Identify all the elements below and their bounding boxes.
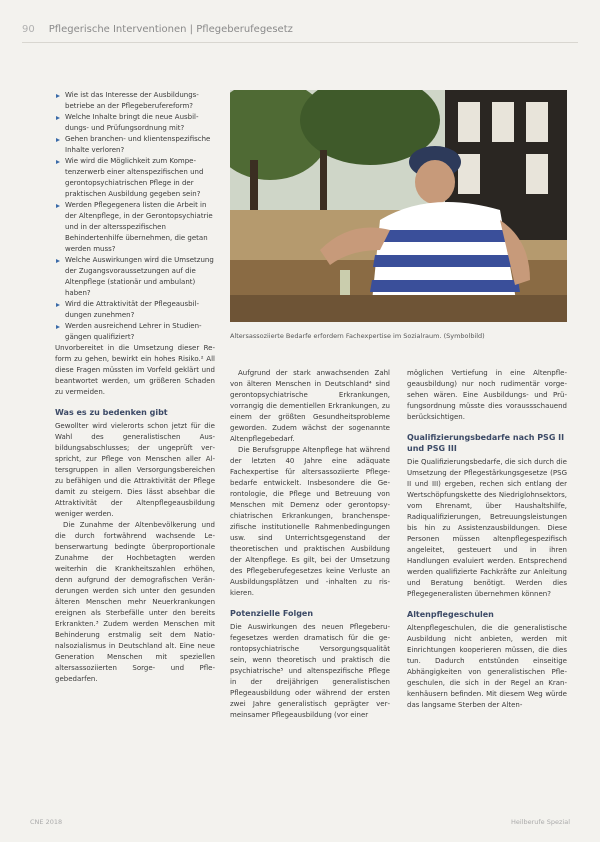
section-heading: Potenzielle Folgen	[230, 609, 314, 618]
list-item: Welche Inhalte bringt die neue Ausbildungs- und Prüfungsordnung mit?	[55, 112, 215, 134]
list-item: Welche Auswirkungen wird die Umsetzung der Zugangsvoraussetzungen auf die Altenpflege (stationär und ambulant) haben?	[55, 255, 215, 299]
header-divider	[22, 42, 578, 43]
page-number: 90	[22, 24, 35, 35]
article-photo	[230, 90, 567, 322]
list-item: Wie wird die Möglichkeit zum Kompetenzerwerb einer altenspezifischen und gerontopsychiatrischen Pflege in der praktischen Ausbildung gegeben sein?	[55, 156, 215, 200]
body-paragraph: Die Berufsgruppe Altenpflege hat während der letzten 40 Jahre eine adäquate Fachexpertise für altersassoziierte Pflegebedarfe entwickelt. Insbesondere die Gerontologie, die Pflege und Betreuung von Menschen mit Demenz oder gerontopsychiatrischen Erkrankungen, branchenspezifische institutionelle Rahmenbedingungen usw. sind Unterrichtsgegenstand der theoretischen und praktischen Ausbildung der Altenpflege. Es gilt, bei der Umsetzung des Pflegeberufegesetzes keine Verluste an Ausbildungsplätzen und -inhalten zu riskieren.	[230, 446, 390, 597]
column-2	[230, 368, 390, 721]
list-item: Werden ausreichend Lehrer in Studiengängen qualifiziert?	[55, 321, 215, 343]
header-title: Pflegerische Interventionen | Pflegeberufegesetz	[48, 24, 293, 35]
body-paragraph: Altenpflegeschulen, die die generalistische Ausbildung nicht anbieten, werden mit Einrichtungen kooperieren müssen, die dies tun. Dadurch entstünden einseitige Abhängigkeiten von generalistischen Pflegeschulen, die sich in der Regel an Krankenhäusern befinden. Mit diesem Weg würde das langsame Sterben der Alten-	[407, 624, 567, 709]
column-1	[55, 90, 215, 685]
intro-paragraph: Unvorbereitet in die Umsetzung dieser Reform zu gehen, bewirkt ein hohes Risiko.² All diese Fragen müssten im Vorfeld geklärt und beantwortet werden, um größeren Schaden zu vermeiden.	[55, 344, 215, 396]
question-list	[55, 90, 215, 343]
list-item: Wird die Attraktivität der Pflegeausbildungen zunehmen?	[55, 299, 215, 321]
section-heading: Qualifizierungsbedarfe nach PSG II und PSG III	[407, 433, 565, 453]
body-paragraph: möglichen Vertiefung in eine Altenpflegeausbildung) nur noch rudimentär vorgesehen wären. Eine Ausbildungs- und Prüfungsordnung müsste dies voraussschauend berücksichtigen.	[407, 369, 567, 421]
body-paragraph: Die Zunahme der Altenbevölkerung und die durch fortwährend wachsende Lebenserwartung bedingte überproportionale Zunahme der Hochbetagten werden weiterhin die Krankheitszahlen erhöhen, denn aufgrund der demografischen Veränderungen werden sich unter den gesunden älteren Menschen mehr Neuerkrankungen ereignen als Sterbefälle unter den bereits Erkrankten.³ Zudem werden Menschen mit Behinderung erstmalig seit dem Nationalsozialismus in Deutschland alt. Eine neue Generation Menschen mit speziellen altersassoziierten Sorge- und Pflegebedarfen.	[55, 521, 215, 683]
body-paragraph: Die Qualifizierungsbedarfe, die sich durch die Umsetzung der Pflegestärkungsgesetze (PSG II und III) ergeben, rechen sich entlang der Wertschöpfungskette des Niedriglohnsektors, vom Ehrenamt, über Haushaltshilfe, Radiqualifizierungen, Betreuungsleistungen bis hin zu Assistenzausbildungen. Diese Personen müssen altenpflegespezifisch angeleitet, gesteuert und in ihren Handlungen evaluiert werden. Entsprechend werden qualifizierte Fachkräfte zur Anleitung und Beratung benötigt. Werden dies Pflegegeneralisten übernehmen können?	[407, 458, 567, 598]
photo-senior-man-outdoor-cafe-icon	[230, 90, 567, 322]
body-paragraph: Die Auswirkungen des neuen Pflegeberufegesetzes werden dramatisch für die gerontopsychiatrische Versorgungsqualität sein, wenn theoretisch und praktisch die psychiatrische⁵ und altenspezifische Pflege in der dreijährigen generalistischen Pflegeausbildung oder während der ersten zwei Jahre generalistisch geprägter vermeinsamer Pflegeausbildung (vor einer	[230, 623, 390, 719]
body-paragraph: Aufgrund der stark anwachsenden Zahl von älteren Menschen in Deutschland⁴ sind gerontopsychiatrische Erkrankungen, vorrangig die dementiellen Erkrankungen, zu einem der größten Gesundheitsprobleme geworden. Zudem wächst der sogenannte Altenpflegebedarf.	[230, 369, 390, 443]
column-3	[407, 368, 567, 711]
list-item: Werden Pflegegenera listen die Arbeit in der Altenpflege, in der Gerontopsychiatrie und in der altersspezifischen Behindertenhilfe übernehmen, die getan werden muss?	[55, 200, 215, 255]
section-heading: Altenpflegeschulen	[407, 610, 494, 619]
footer-right: Heilberufe Spezial	[510, 818, 570, 826]
running-header	[22, 24, 293, 35]
body-paragraph: Gewollter wird vielerorts schon jetzt für die Wahl des generalistischen Ausbildungsabschlusses; der ungeprüft verspricht, zur Pflege von Menschen aller Altersgruppen in allen Versorgungsbereichen zu befähigen und die Attraktivität der Pflege damit zu steigern. Dies lässt absehbar die Attraktivität der Altenpflegeausbildung weniger werden.	[55, 422, 215, 518]
list-item: Wie ist das Interesse der Ausbildungsbetriebe an der Pflegeberufereform?	[55, 90, 215, 112]
footer-left: CNE 2018	[30, 818, 63, 826]
section-heading: Was es zu bedenken gibt	[55, 408, 168, 417]
photo-caption: Altersassoziierte Bedarfe erfordern Fachexpertise im Sozialraum. (Symbolbild)	[230, 332, 485, 340]
list-item: Gehen branchen- und klientenspezifische Inhalte verloren?	[55, 134, 215, 156]
